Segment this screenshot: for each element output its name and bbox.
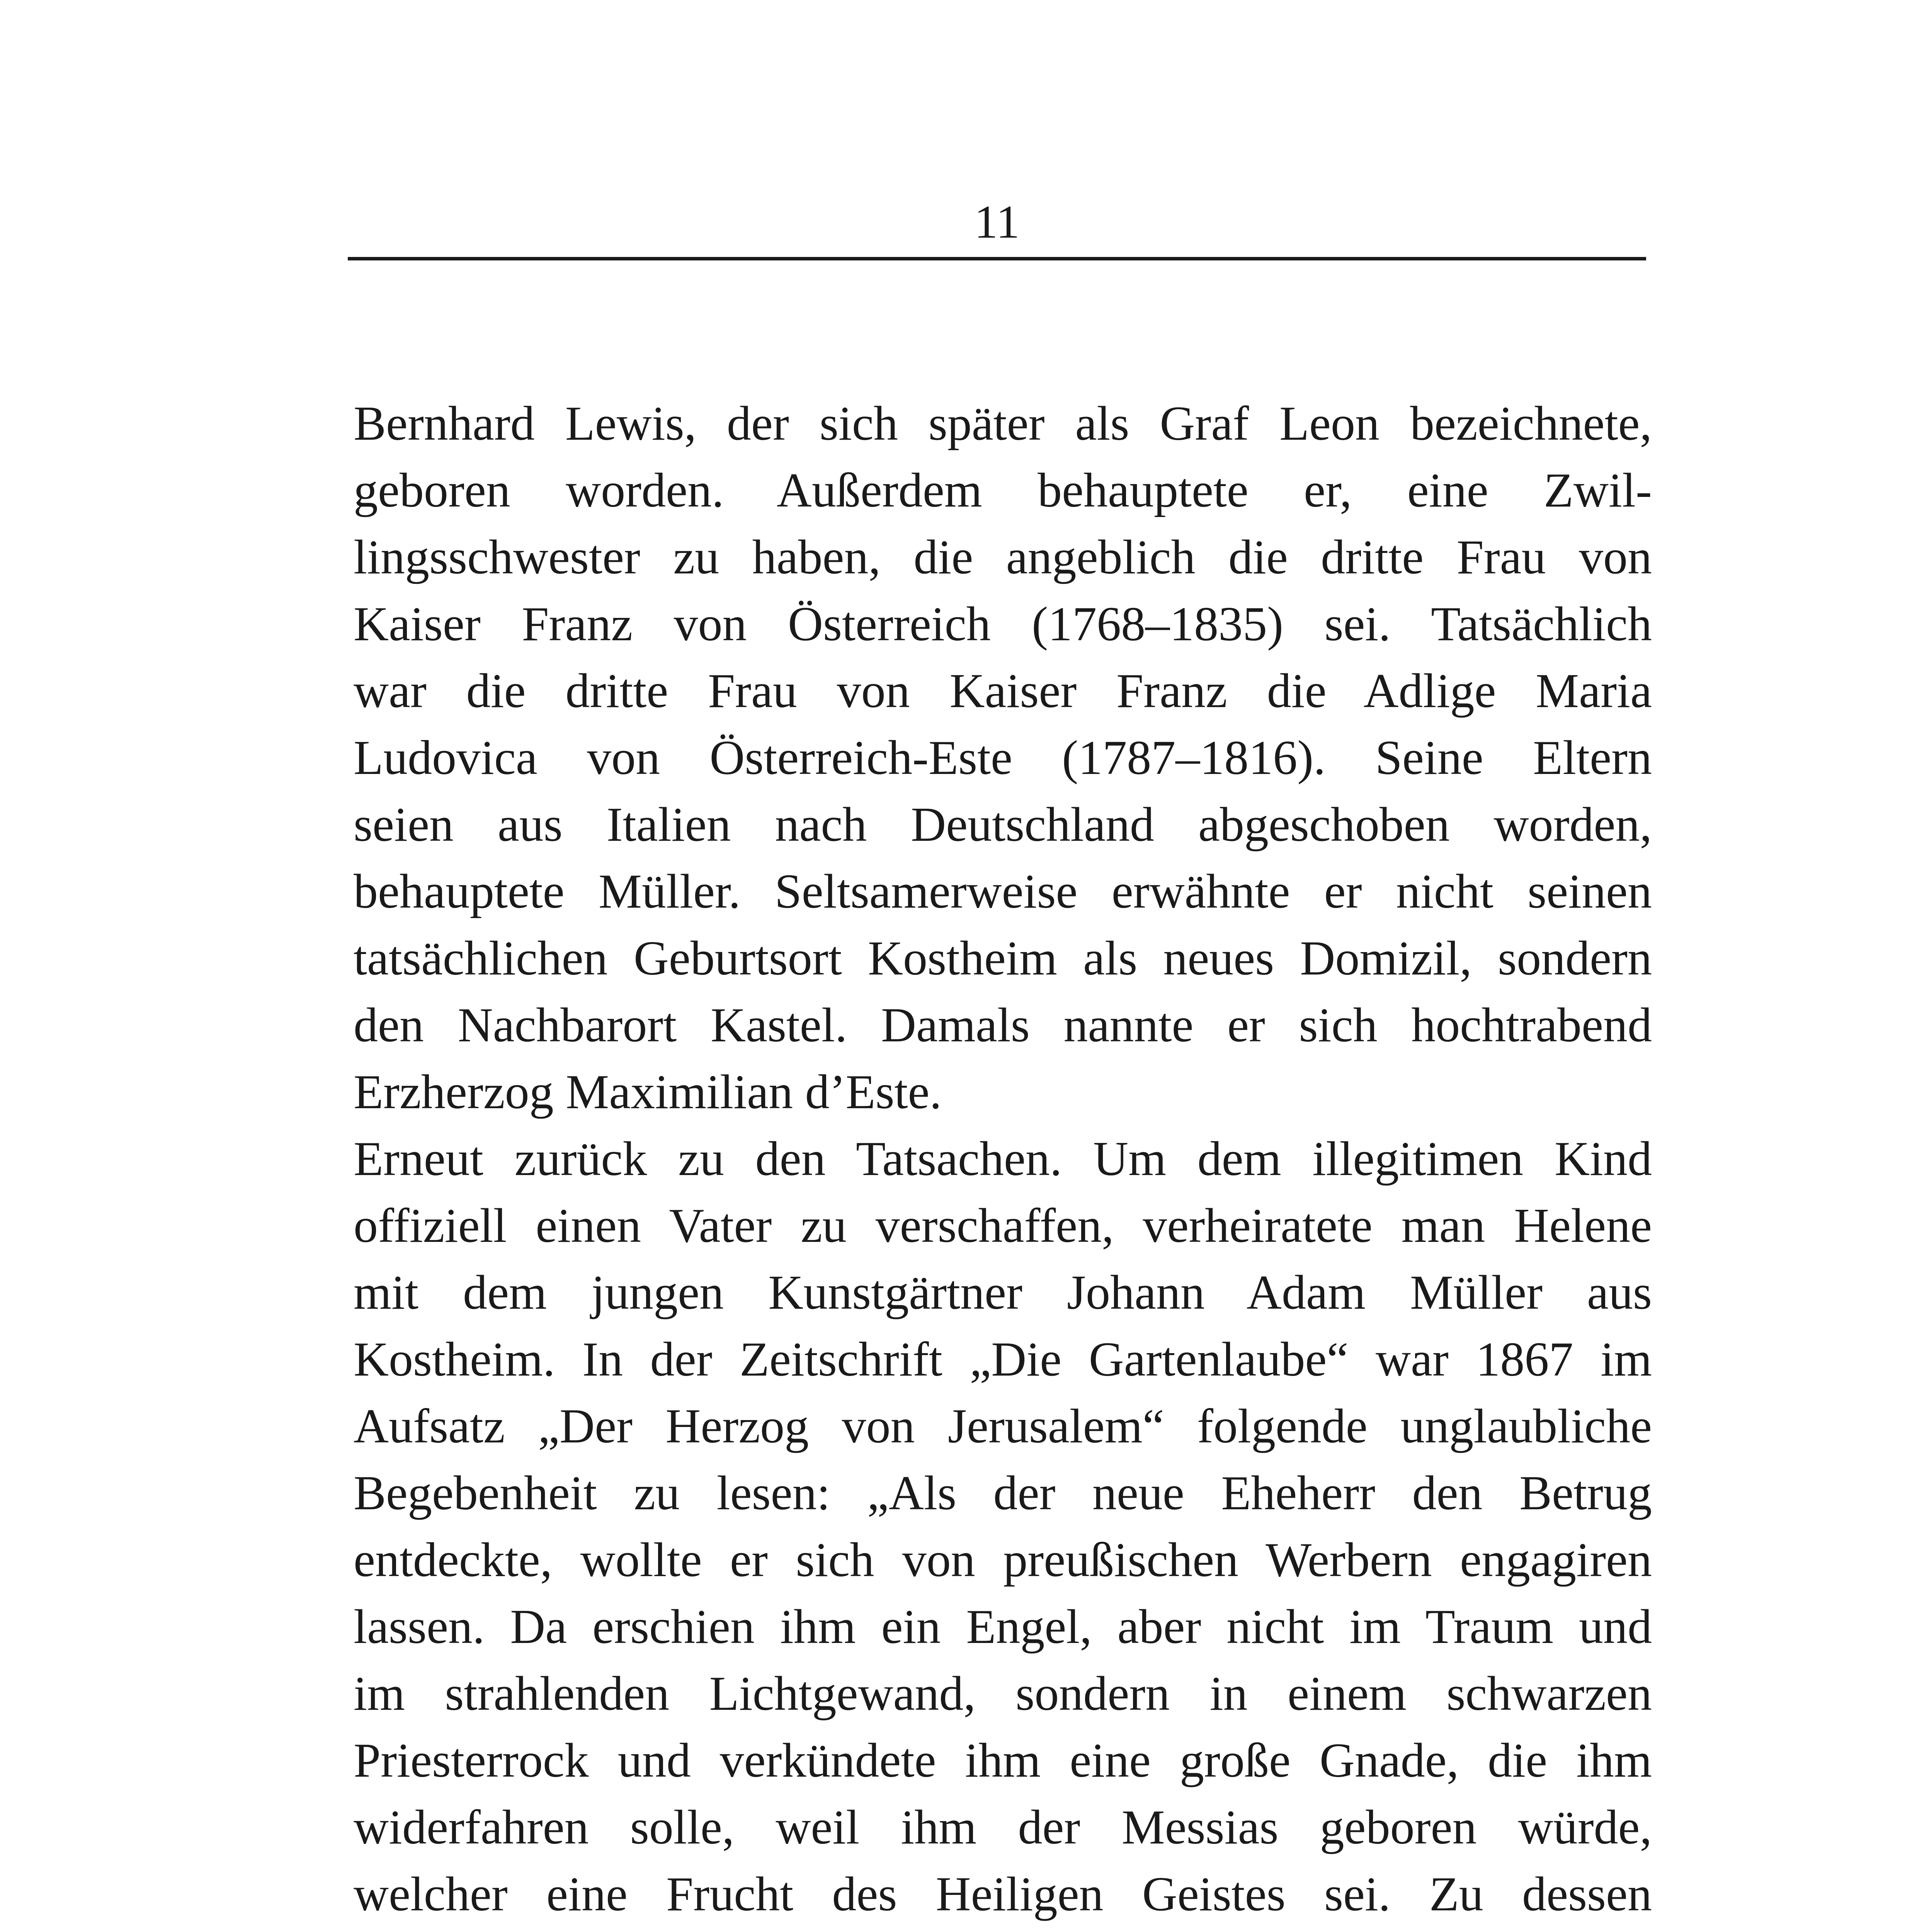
text-line: Bernhard Lewis, der sich später als Graf Leon bezeichnete,	[354, 397, 1652, 451]
text-line: Erzherzog Maximilian d’Este.	[354, 1065, 942, 1119]
text-line: den Nachbarort Kastel. Damals nannte er sich hochtrabend	[354, 998, 1652, 1052]
text-line: im strahlenden Lichtgewand, sondern in einem schwarzen	[354, 1667, 1652, 1721]
text-line: welcher eine Frucht des Heiligen Geistes sei. Zu dessen	[354, 1867, 1652, 1921]
text-line: offiziell einen Vater zu verschaffen, verheiratete man Helene	[354, 1199, 1652, 1253]
text-line: behauptete Müller. Seltsamerweise erwähnte er nicht seinen	[354, 865, 1652, 918]
text-line: mit dem jungen Kunstgärtner Johann Adam Müller aus	[354, 1266, 1652, 1320]
text-line: lingsschwester zu haben, die angeblich die dritte Frau von	[354, 531, 1652, 584]
text-line: tatsächlichen Geburtsort Kostheim als neues Domizil, sondern	[354, 932, 1652, 985]
text-line: Ludovica von Österreich-Este (1787–1816). Seine Eltern	[354, 731, 1652, 785]
text-line: entdeckte, wollte er sich von preußischen Werbern engagiren	[354, 1533, 1652, 1587]
text-line: Priesterrock und verkündete ihm eine große Gnade, die ihm	[354, 1734, 1652, 1787]
text-line: widerfahren solle, weil ihm der Messias geboren würde,	[354, 1801, 1652, 1854]
text-line: Erneut zurück zu den Tatsachen. Um dem illegitimen Kind	[354, 1132, 1652, 1186]
text-line: seien aus Italien nach Deutschland abgeschoben worden,	[354, 798, 1652, 852]
text-line: Aufsatz „Der Herzog von Jerusalem“ folgende unglaubliche	[354, 1400, 1652, 1453]
text-line: Kostheim. In der Zeitschrift „Die Gartenlaube“ war 1867 im	[354, 1333, 1652, 1386]
text-line: Kaiser Franz von Österreich (1768–1835) sei. Tatsächlich	[354, 597, 1652, 651]
text-line: lassen. Da erschien ihm ein Engel, aber nicht im Traum und	[354, 1600, 1652, 1654]
body-text	[354, 390, 1652, 1932]
page-number: 11	[974, 196, 1020, 248]
header-rule	[348, 257, 1646, 260]
text-line: geboren worden. Außerdem behauptete er, eine Zwil-	[354, 464, 1652, 517]
text-line: Begebenheit zu lesen: „Als der neue Eheherr den Betrug	[354, 1466, 1652, 1520]
text-line	[354, 1928, 1652, 1932]
text-line: war die dritte Frau von Kaiser Franz die Adlige Maria	[354, 664, 1652, 718]
